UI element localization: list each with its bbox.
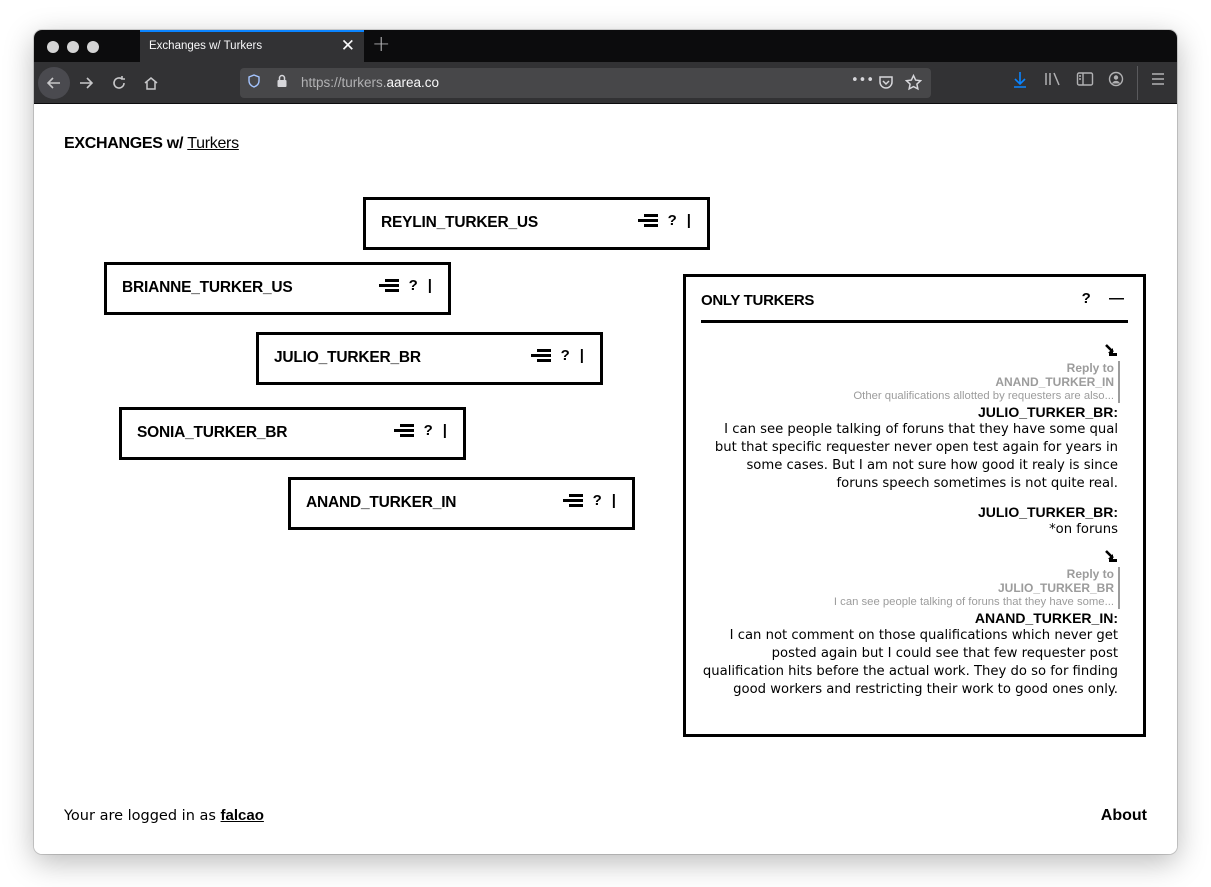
reply-quote[interactable] bbox=[701, 567, 1120, 609]
menu-lines-icon[interactable] bbox=[379, 279, 399, 293]
chat-panel bbox=[683, 274, 1146, 737]
user-controls bbox=[531, 347, 584, 364]
browser-window bbox=[34, 30, 1177, 854]
tab-close-icon[interactable]: ✕ bbox=[340, 36, 355, 56]
menu-lines-icon[interactable] bbox=[563, 494, 583, 508]
home-icon[interactable] bbox=[135, 67, 167, 99]
forward-icon[interactable] bbox=[70, 67, 102, 99]
chat-messages bbox=[701, 343, 1118, 709]
user-box-julio[interactable] bbox=[256, 332, 603, 385]
lock-icon[interactable] bbox=[276, 74, 288, 91]
minimize-window-button[interactable] bbox=[67, 41, 79, 53]
url-prefix: https://turkers. bbox=[301, 75, 387, 90]
help-button[interactable]: ? bbox=[423, 422, 433, 439]
chat-header[interactable] bbox=[701, 290, 1128, 323]
library-icon[interactable] bbox=[1044, 71, 1062, 91]
user-name: SONIA_TURKER_BR bbox=[137, 424, 288, 441]
about-link[interactable]: About bbox=[1100, 807, 1147, 824]
reply-excerpt: Other qualifications allotted by requesters are also... bbox=[853, 390, 1114, 402]
chat-help-button[interactable]: ? bbox=[1081, 290, 1091, 307]
menu-lines-icon[interactable] bbox=[638, 214, 658, 228]
downloads-icon[interactable] bbox=[1012, 71, 1028, 93]
turkers-link[interactable]: Turkers bbox=[187, 135, 239, 152]
reload-icon[interactable] bbox=[103, 67, 135, 99]
message-text: *on foruns bbox=[1049, 522, 1118, 537]
menu-lines-icon[interactable] bbox=[394, 424, 414, 438]
user-controls bbox=[394, 422, 447, 439]
login-status bbox=[64, 807, 264, 824]
active-tab[interactable] bbox=[140, 30, 364, 62]
menu-lines-icon[interactable] bbox=[531, 349, 551, 363]
user-name: BRIANNE_TURKER_US bbox=[122, 279, 293, 296]
user-name: REYLIN_TURKER_US bbox=[381, 214, 538, 231]
user-name: JULIO_TURKER_BR bbox=[274, 349, 421, 366]
user-controls bbox=[638, 212, 691, 229]
divider-handle[interactable]: | bbox=[611, 492, 616, 509]
divider-handle[interactable]: | bbox=[579, 347, 584, 364]
user-controls bbox=[563, 492, 616, 509]
message-text: I can see people talking of foruns that they have some qual but that specific requester never open test again for years in some cases. But I am not sure how good it realy is since foruns speech sometimes is not quite real. bbox=[714, 422, 1118, 491]
reply-quote[interactable] bbox=[701, 361, 1120, 403]
chat-message bbox=[701, 549, 1118, 699]
reply-name: JULIO_TURKER_BR bbox=[997, 581, 1114, 595]
chat-message bbox=[701, 343, 1118, 493]
close-window-button[interactable] bbox=[47, 41, 59, 53]
user-box-anand[interactable] bbox=[288, 477, 635, 530]
reply-excerpt: I can see people talking of foruns that they have some... bbox=[833, 596, 1114, 608]
reply-arrow-icon[interactable] bbox=[701, 343, 1118, 361]
toolbar-divider bbox=[1137, 66, 1138, 100]
reply-arrow-icon[interactable] bbox=[701, 549, 1118, 567]
tab-bar bbox=[34, 30, 1177, 62]
hamburger-menu-icon[interactable] bbox=[1150, 71, 1166, 91]
reply-label: Reply to bbox=[1066, 361, 1114, 375]
reply-name: ANAND_TURKER_IN bbox=[995, 375, 1114, 389]
account-icon[interactable] bbox=[1108, 71, 1124, 91]
nav-toolbar bbox=[34, 62, 1177, 104]
help-button[interactable]: ? bbox=[560, 347, 570, 364]
message-text: I can not comment on those qualifications which never get posted again but I could see that few requester post qualification hits before the actual work. They do so for finding good workers and restricting their work to good ones only. bbox=[702, 628, 1118, 697]
chat-title: ONLY TURKERS bbox=[701, 292, 815, 309]
zoom-window-button[interactable] bbox=[87, 41, 99, 53]
back-icon[interactable] bbox=[38, 67, 70, 99]
tracking-shield-icon[interactable] bbox=[248, 74, 260, 92]
address-bar[interactable] bbox=[240, 68, 931, 98]
user-box-brianne[interactable] bbox=[104, 262, 451, 315]
help-button[interactable]: ? bbox=[408, 277, 418, 294]
user-controls bbox=[379, 277, 432, 294]
new-tab-icon[interactable]: + bbox=[372, 32, 391, 57]
site-title bbox=[64, 135, 239, 153]
site-title-prefix: EXCHANGES w/ bbox=[64, 135, 184, 152]
message-author: JULIO_TURKER_BR: bbox=[977, 504, 1118, 520]
message-author: ANAND_TURKER_IN: bbox=[974, 610, 1118, 626]
chat-controls bbox=[1068, 290, 1124, 307]
pocket-icon[interactable] bbox=[878, 72, 894, 94]
url-domain: aarea.co bbox=[386, 75, 440, 90]
page-content bbox=[34, 105, 1177, 854]
chat-message bbox=[701, 503, 1118, 539]
reply-label: Reply to bbox=[1066, 567, 1114, 581]
message-author: JULIO_TURKER_BR: bbox=[977, 404, 1118, 420]
user-box-sonia[interactable] bbox=[119, 407, 466, 460]
help-button[interactable]: ? bbox=[592, 492, 602, 509]
sidebar-icon[interactable] bbox=[1076, 71, 1094, 91]
divider-handle[interactable]: | bbox=[686, 212, 691, 229]
tab-title: Exchanges w/ Turkers bbox=[149, 40, 263, 52]
divider-handle[interactable]: | bbox=[442, 422, 447, 439]
page-actions-icon[interactable]: ••• bbox=[851, 73, 875, 88]
chat-minimize-button[interactable]: — bbox=[1109, 290, 1124, 307]
bookmark-star-icon[interactable] bbox=[905, 72, 922, 95]
user-name: ANAND_TURKER_IN bbox=[306, 494, 457, 511]
url-text[interactable] bbox=[301, 75, 439, 90]
user-box-reylin[interactable] bbox=[363, 197, 710, 250]
username-link[interactable]: falcao bbox=[220, 807, 264, 824]
help-button[interactable]: ? bbox=[667, 212, 677, 229]
divider-handle[interactable]: | bbox=[427, 277, 432, 294]
login-status-text: Your are logged in as bbox=[64, 808, 216, 824]
